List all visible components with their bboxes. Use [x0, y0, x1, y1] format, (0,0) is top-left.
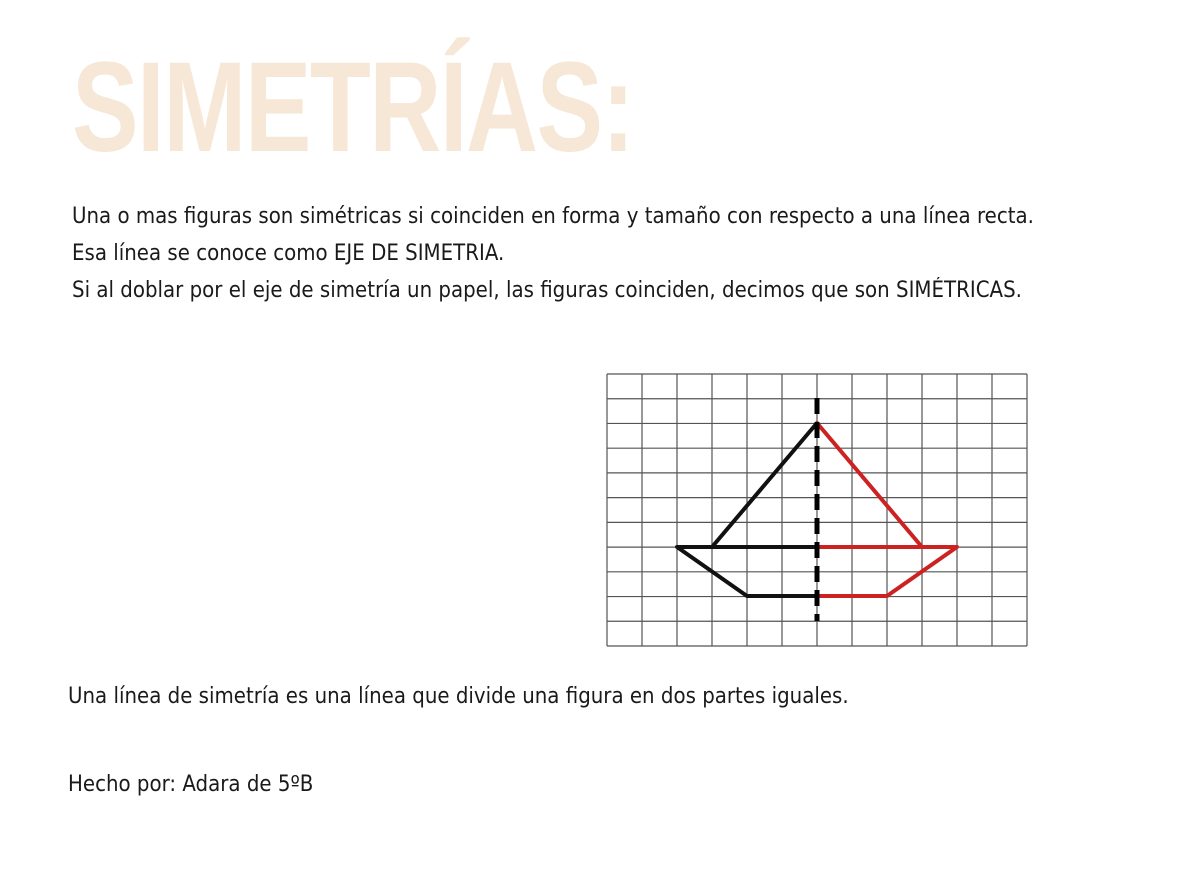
page-title: SIMETRÍAS: — [72, 36, 634, 179]
intro-line-2: Esa línea se conoce como EJE DE SIMETRIA. — [72, 241, 505, 266]
author-credit: Hecho por: Adara de 5ºB — [68, 772, 314, 797]
intro-paragraph — [72, 198, 1172, 309]
right-sail — [817, 423, 922, 547]
symmetry-figure — [597, 366, 1031, 652]
intro-line-1: Una o mas figuras son simétricas si coinciden en forma y tamaño con respecto a una línea recta. — [72, 204, 1034, 229]
definition-text: Una línea de simetría es una línea que divide una figura en dos partes iguales. — [68, 684, 849, 709]
left-sail — [712, 423, 817, 547]
intro-line-3: Si al doblar por el eje de simetría un papel, las figuras coinciden, decimos que son SIMÉTRICAS. — [72, 278, 1022, 303]
symmetry-grid-diagram — [597, 366, 1031, 652]
